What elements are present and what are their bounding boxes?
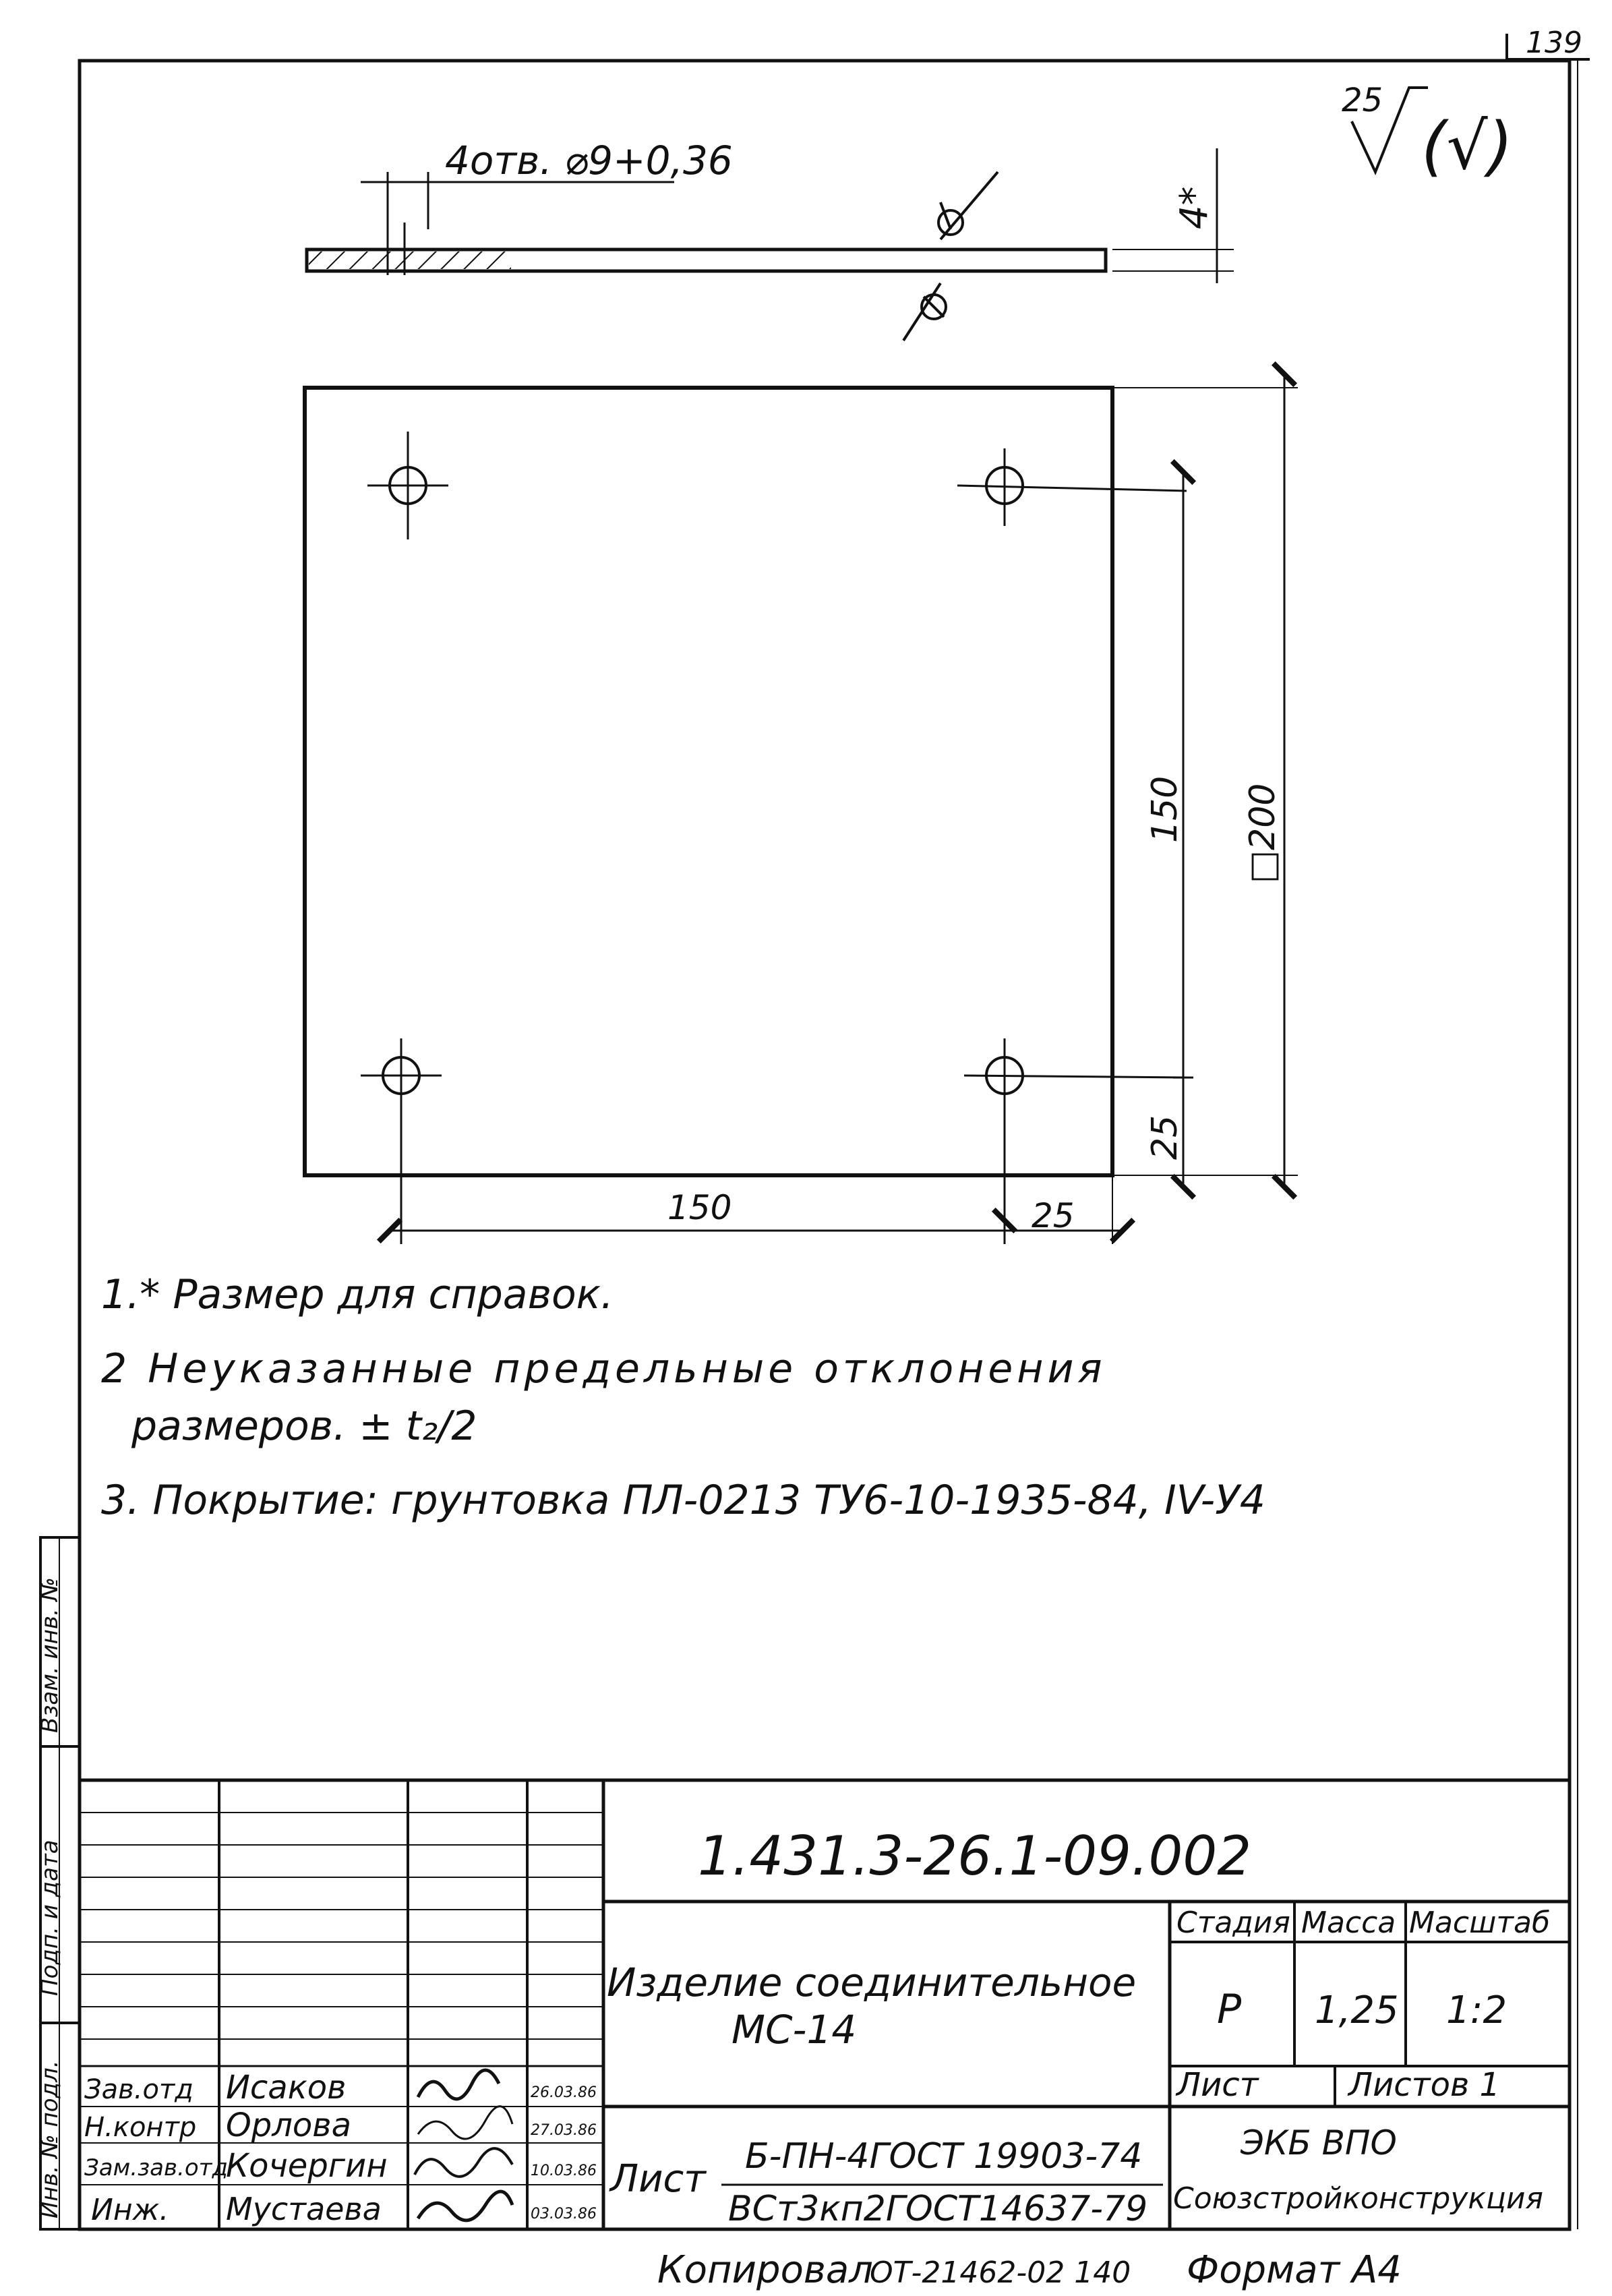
signer-date: 27.03.86 (531, 2122, 597, 2139)
dim-plate-size: □200 (1243, 783, 1283, 883)
signature-4 (418, 2191, 512, 2220)
footer (657, 2248, 1402, 2292)
org-line2: Союзстройконструкция (1173, 2181, 1543, 2216)
note-3: 3. Покрытие: грунтовка ПЛ-0213 ТУ6-10-1935-84, IV-У4 (101, 1477, 1265, 1524)
dim-hole-spacing-h: 150 (667, 1188, 732, 1227)
signer-name: Мустаева (226, 2191, 382, 2227)
side-stamp-box3: Инв. № подл. (36, 2060, 63, 2218)
signer-role: Н.контр (84, 2112, 197, 2143)
note-1: 1.* Размер для справок. (101, 1271, 614, 1318)
footer-code: ОТ-21462-02 140 (870, 2256, 1131, 2290)
signer-role: Зав.отд (84, 2074, 193, 2105)
plate-plan-view (305, 374, 1298, 1244)
page-number: 139 (1526, 26, 1582, 60)
roughness-bracket: (√) (1421, 109, 1514, 184)
thickness-dim: 4* (1172, 186, 1216, 229)
org-line1: ЭКБ ВПО (1241, 2123, 1397, 2162)
hole-bottom-left (361, 1038, 442, 1244)
sheets-label: Листов 1 (1348, 2066, 1501, 2104)
material-top: Б-ПН-4ГОСТ 19903-74 (745, 2136, 1143, 2177)
signers-table (84, 2069, 597, 2227)
signature-3 (415, 2148, 512, 2177)
footer-format: Формат А4 (1187, 2248, 1402, 2292)
side-stamp-box2: Подп. и дата (36, 1839, 63, 1996)
sheet-label: Лист (1176, 2066, 1259, 2104)
footer-copied: Копировал (657, 2248, 873, 2292)
stage-value: Р (1217, 1986, 1242, 2033)
hole-top-right (957, 448, 1187, 526)
signer-name: Орлова (226, 2107, 351, 2144)
dim-edge-offset-h: 25 (1032, 1196, 1075, 1235)
col-scale-header: Масштаб (1409, 1906, 1551, 1940)
signer-name: Исаков (226, 2069, 347, 2107)
signer-role: Зам.зав.отд (84, 2154, 228, 2181)
plate-side-view (307, 138, 1234, 341)
holes-note: 4отв. ⌀9+0,36 (445, 138, 733, 183)
roughness-value: 25 (1342, 82, 1383, 119)
col-mass-header: Масса (1301, 1906, 1396, 1940)
signer-name: Кочергин (226, 2147, 388, 2185)
dim-hole-spacing-v: 150 (1145, 775, 1185, 843)
signer-role: Инж. (91, 2193, 169, 2227)
signer-date: 26.03.86 (531, 2084, 597, 2101)
dim-edge-offset-v: 25 (1145, 1115, 1185, 1160)
signer-date: 03.03.86 (531, 2206, 597, 2223)
mass-value: 1,25 (1315, 1989, 1399, 2032)
material-bottom: ВСт3кп2ГОСТ14637-79 (728, 2189, 1148, 2229)
item-name-line1: Изделие соединительное (607, 1960, 1137, 2005)
roughness-symbol (1342, 82, 1513, 184)
note-2: 2 Неуказанные предельные отклонения (101, 1345, 1106, 1392)
col-stage-header: Стадия (1176, 1906, 1290, 1940)
signer-date: 10.03.86 (531, 2162, 597, 2179)
notes-block (101, 1271, 1265, 1524)
signature-2 (418, 2107, 512, 2139)
material-prefix: Лист (610, 2157, 706, 2201)
scale-value: 1:2 (1446, 1989, 1507, 2032)
item-name-line2: МС-14 (732, 2007, 857, 2053)
doc-number: 1.431.3-26.1-09.002 (698, 1825, 1252, 1887)
signature-1 (418, 2070, 499, 2099)
side-stamp (36, 1537, 80, 2229)
side-stamp-box1: Взам. инв. № (36, 1577, 63, 1733)
note-2-cont: размеров. ± t₂/2 (131, 1403, 477, 1450)
hole-top-left (367, 432, 448, 539)
